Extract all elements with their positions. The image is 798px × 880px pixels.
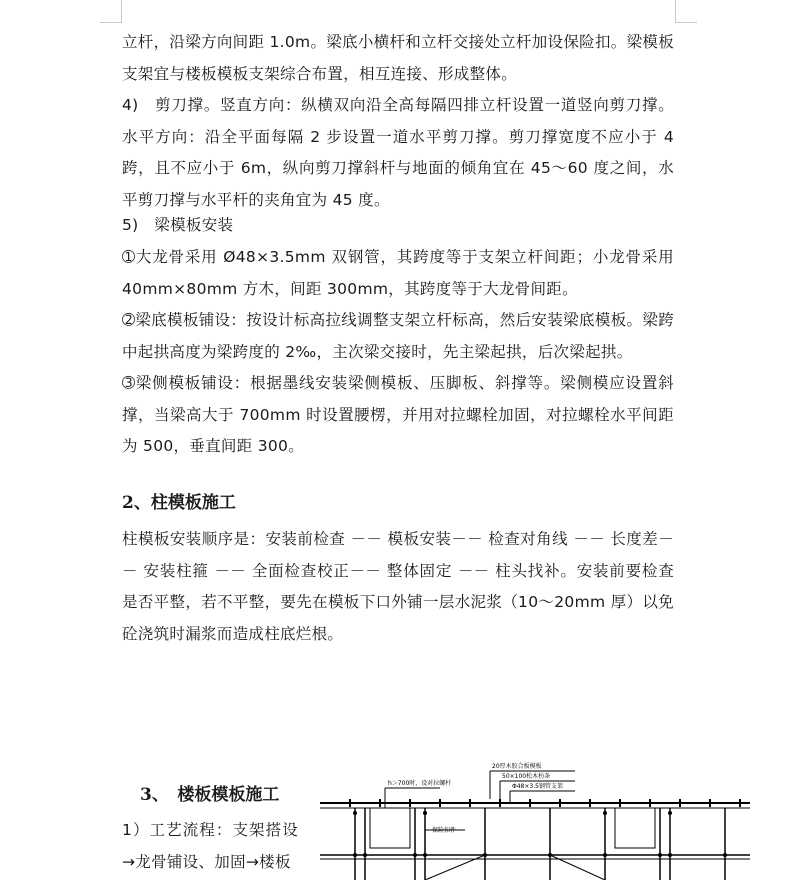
slab-formwork-diagram xyxy=(320,755,750,880)
paragraph-scissor-brace: 4) 剪刀撑。竖直方向：纵横双向沿全高每隔四排立杆设置一道竖向剪刀撑。水平方向：沿全平面每隔 2 步设置一道水平剪刀撑。剪刀撑宽度不应小于 4 跨，且不应小于 6m，纵向剪刀撑斜杆与地面的倾角宜在 45～60 度之间，水平剪刀撑与水平杆的夹角宜为 45 度。 xyxy=(122,96,674,209)
paragraph-beam-side: ➂梁侧模板铺设：根据墨线安装梁侧模板、压脚板、斜撑等。梁侧模应设置斜撑，当梁高大于 700mm 时设置腰楞，并用对拉螺栓加固，对拉螺栓水平间距为 500，垂直间距 300。 xyxy=(122,374,674,455)
page-corner-mark-left-h xyxy=(100,22,122,23)
section-3-heading: 3、 楼板模板施工 xyxy=(140,785,280,805)
section-3-body: 1）工艺流程：支架搭设→龙骨铺设、加固→楼板 xyxy=(122,821,298,871)
figure-label-plywood: 20厚木胶合板模板 xyxy=(492,763,542,770)
paragraph-keel: ➀大龙骨采用 Ø48×3.5mm 双钢管，其跨度等于支架立杆间距；小龙骨采用 40mm×80mm 方木，间距 300mm，其跨度等于大龙骨间距。 xyxy=(122,248,674,298)
page-corner-mark-right-h xyxy=(675,22,697,23)
page-corner-mark-left xyxy=(121,0,122,22)
section-2-body: 柱模板安装顺序是：安装前检查 －－ 模板安装－－ 检查对角线 －－ 长度差－－ 安装柱箍 －－ 全面检查校正－－ 整体固定 －－ 柱头找补。安装前要检查是否平整，若不平整，要先在模板下口外铺一层水泥浆（10～20mm 厚）以免砼浇筑时漏浆而造成柱底烂根。 xyxy=(122,530,674,643)
paragraph-beam-support: 立杆，沿梁方向间距 1.0m。梁底小横杆和立杆交接处立杆加设保险扣。梁模板支架宜与楼板模板支架综合布置，相互连接、形成整体。 xyxy=(122,33,674,83)
figure-label-tie-bolt: h＞700时，设对拉螺杆 xyxy=(388,780,452,787)
section-2-heading: 2、柱模板施工 xyxy=(122,493,236,513)
page-corner-mark-right xyxy=(675,0,676,22)
paragraph-beam-bottom: ➁梁底模板铺设：按设计标高拉线调整支架立杆标高，然后安装梁底模板。梁跨中起拱高度为梁跨度的 2‰，主次梁交接时，先主梁起拱，后次梁起拱。 xyxy=(122,311,674,361)
paragraph-beam-formwork-title: 5) 梁模板安装 xyxy=(122,216,234,234)
figure-label-steel-pipe: Φ48×3.5钢管支架 xyxy=(512,783,563,790)
figure-label-safety-clamp: 保险扣件 xyxy=(432,827,457,834)
figure-label-timber: 50×100松木枋条 xyxy=(502,773,551,780)
